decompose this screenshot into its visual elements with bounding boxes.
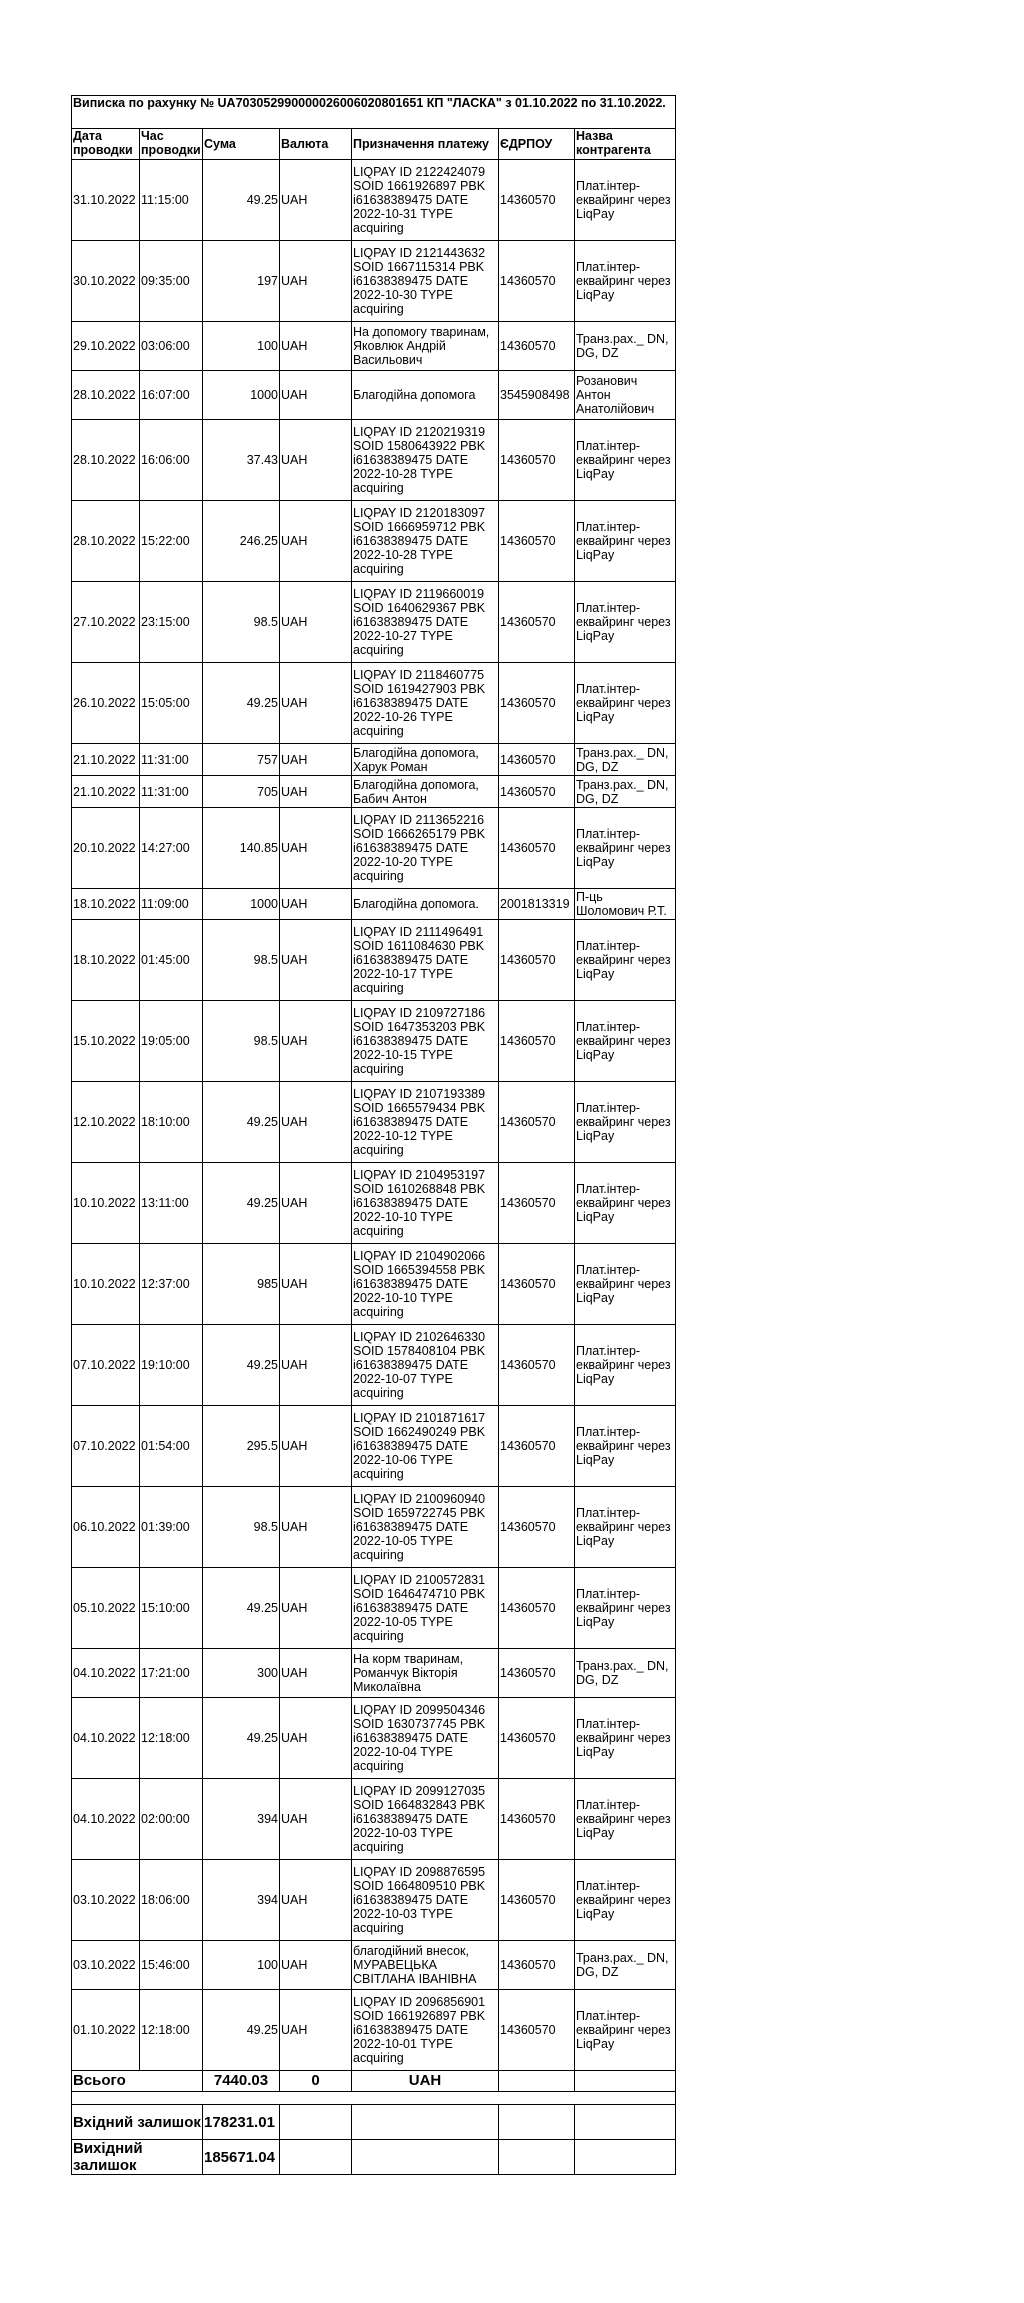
column-header: Сума [203, 129, 280, 160]
table-row [72, 889, 676, 920]
edrpou-cell: 14360570 [499, 160, 575, 241]
edrpou-cell: 2001813319 [499, 889, 575, 920]
time-cell: 12:18:00 [140, 1990, 203, 2071]
counterparty-cell: Транз.рах._ DN, DG, DZ [575, 322, 676, 371]
purpose-cell: LIQPAY ID 2122424079 SOID 1661926897 PBK i61638389475 DATE 2022-10-31 TYPE acquiring [352, 160, 499, 241]
counterparty-cell: Транз.рах._ DN, DG, DZ [575, 1941, 676, 1990]
time-cell: 23:15:00 [140, 582, 203, 663]
date-cell: 04.10.2022 [72, 1698, 140, 1779]
counterparty-cell: Плат.інтер-еквайринг через LiqPay [575, 501, 676, 582]
total-count: 0 [280, 2071, 352, 2092]
time-cell: 01:54:00 [140, 1406, 203, 1487]
amount-cell: 1000 [203, 889, 280, 920]
currency-cell: UAH [280, 1325, 352, 1406]
total-amount: 7440.03 [203, 2071, 280, 2092]
time-cell: 18:06:00 [140, 1860, 203, 1941]
amount-cell: 98.5 [203, 920, 280, 1001]
table-row [72, 1860, 676, 1941]
empty-cell [280, 2105, 352, 2140]
empty-cell [575, 2105, 676, 2140]
closing-balance-label: Вихідний залишок [72, 2140, 203, 2175]
currency-cell: UAH [280, 889, 352, 920]
counterparty-cell: Плат.інтер-еквайринг через LiqPay [575, 1244, 676, 1325]
time-cell: 15:10:00 [140, 1568, 203, 1649]
edrpou-cell: 14360570 [499, 1990, 575, 2071]
time-cell: 02:00:00 [140, 1779, 203, 1860]
counterparty-cell: Плат.інтер-еквайринг через LiqPay [575, 420, 676, 501]
empty-cell [575, 2140, 676, 2175]
table-row [72, 1082, 676, 1163]
date-cell: 30.10.2022 [72, 241, 140, 322]
purpose-cell: благодійний внесок, МУРАВЕЦЬКА СВІТЛАНА ІВАНІВНА [352, 1941, 499, 1990]
edrpou-cell: 14360570 [499, 776, 575, 808]
date-cell: 28.10.2022 [72, 371, 140, 420]
amount-cell: 98.5 [203, 1487, 280, 1568]
amount-cell: 985 [203, 1244, 280, 1325]
edrpou-cell: 14360570 [499, 1568, 575, 1649]
edrpou-cell: 14360570 [499, 322, 575, 371]
currency-cell: UAH [280, 1649, 352, 1698]
amount-cell: 98.5 [203, 1001, 280, 1082]
table-row [72, 1990, 676, 2071]
purpose-cell: Благодійна допомога, Харук Роман [352, 744, 499, 776]
table-row [72, 501, 676, 582]
currency-cell: UAH [280, 1698, 352, 1779]
date-cell: 03.10.2022 [72, 1860, 140, 1941]
date-cell: 28.10.2022 [72, 420, 140, 501]
purpose-cell: LIQPAY ID 2120219319 SOID 1580643922 PBK i61638389475 DATE 2022-10-28 TYPE acquiring [352, 420, 499, 501]
date-cell: 28.10.2022 [72, 501, 140, 582]
amount-cell: 705 [203, 776, 280, 808]
purpose-cell: На допомогу тваринам, Яковлюк Андрій Васильович [352, 322, 499, 371]
amount-cell: 37.43 [203, 420, 280, 501]
counterparty-cell: Плат.інтер-еквайринг через LiqPay [575, 1990, 676, 2071]
currency-cell: UAH [280, 1568, 352, 1649]
purpose-cell: LIQPAY ID 2111496491 SOID 1611084630 PBK i61638389475 DATE 2022-10-17 TYPE acquiring [352, 920, 499, 1001]
table-row [72, 582, 676, 663]
table-row [72, 808, 676, 889]
purpose-cell: LIQPAY ID 2119660019 SOID 1640629367 PBK i61638389475 DATE 2022-10-27 TYPE acquiring [352, 582, 499, 663]
table-row [72, 160, 676, 241]
amount-cell: 197 [203, 241, 280, 322]
edrpou-cell: 14360570 [499, 1001, 575, 1082]
amount-cell: 300 [203, 1649, 280, 1698]
currency-cell: UAH [280, 501, 352, 582]
purpose-cell: Благодійна допомога [352, 371, 499, 420]
statement-title: Виписка по рахунку № UA703052990000026006020801651 КП "ЛАСКА" з 01.10.2022 по 31.10.2022. [72, 96, 676, 129]
counterparty-cell: Плат.інтер-еквайринг через LiqPay [575, 1325, 676, 1406]
time-cell: 16:07:00 [140, 371, 203, 420]
counterparty-cell: Плат.інтер-еквайринг через LiqPay [575, 1082, 676, 1163]
amount-cell: 98.5 [203, 582, 280, 663]
purpose-cell: LIQPAY ID 2102646330 SOID 1578408104 PBK i61638389475 DATE 2022-10-07 TYPE acquiring [352, 1325, 499, 1406]
time-cell: 11:31:00 [140, 776, 203, 808]
column-header: ЄДРПОУ [499, 129, 575, 160]
table-row [72, 1325, 676, 1406]
purpose-cell: LIQPAY ID 2100960940 SOID 1659722745 PBK i61638389475 DATE 2022-10-05 TYPE acquiring [352, 1487, 499, 1568]
time-cell: 15:22:00 [140, 501, 203, 582]
time-cell: 11:31:00 [140, 744, 203, 776]
table-row [72, 371, 676, 420]
amount-cell: 49.25 [203, 1163, 280, 1244]
amount-cell: 49.25 [203, 1698, 280, 1779]
time-cell: 12:37:00 [140, 1244, 203, 1325]
purpose-cell: LIQPAY ID 2107193389 SOID 1665579434 PBK i61638389475 DATE 2022-10-12 TYPE acquiring [352, 1082, 499, 1163]
total-currency: UAH [352, 2071, 499, 2092]
time-cell: 01:39:00 [140, 1487, 203, 1568]
purpose-cell: LIQPAY ID 2113652216 SOID 1666265179 PBK i61638389475 DATE 2022-10-20 TYPE acquiring [352, 808, 499, 889]
time-cell: 15:46:00 [140, 1941, 203, 1990]
purpose-cell: Благодійна допомога. [352, 889, 499, 920]
empty-cell [352, 2140, 499, 2175]
time-cell: 15:05:00 [140, 663, 203, 744]
counterparty-cell: Плат.інтер-еквайринг через LiqPay [575, 663, 676, 744]
amount-cell: 1000 [203, 371, 280, 420]
currency-cell: UAH [280, 1487, 352, 1568]
currency-cell: UAH [280, 1001, 352, 1082]
amount-cell: 100 [203, 322, 280, 371]
total-row [72, 2071, 676, 2092]
currency-cell: UAH [280, 808, 352, 889]
table-row [72, 1487, 676, 1568]
amount-cell: 49.25 [203, 1325, 280, 1406]
purpose-cell: LIQPAY ID 2100572831 SOID 1646474710 PBK i61638389475 DATE 2022-10-05 TYPE acquiring [352, 1568, 499, 1649]
closing-balance-amount: 185671.04 [203, 2140, 280, 2175]
purpose-cell: LIQPAY ID 2098876595 SOID 1664809510 PBK i61638389475 DATE 2022-10-03 TYPE acquiring [352, 1860, 499, 1941]
date-cell: 07.10.2022 [72, 1325, 140, 1406]
table-row [72, 322, 676, 371]
table-row [72, 1941, 676, 1990]
purpose-cell: LIQPAY ID 2099127035 SOID 1664832843 PBK i61638389475 DATE 2022-10-03 TYPE acquiring [352, 1779, 499, 1860]
date-cell: 21.10.2022 [72, 776, 140, 808]
purpose-cell: LIQPAY ID 2104902066 SOID 1665394558 PBK i61638389475 DATE 2022-10-10 TYPE acquiring [352, 1244, 499, 1325]
date-cell: 27.10.2022 [72, 582, 140, 663]
amount-cell: 394 [203, 1860, 280, 1941]
empty-cell [499, 2071, 575, 2092]
counterparty-cell: Плат.інтер-еквайринг через LiqPay [575, 1406, 676, 1487]
edrpou-cell: 14360570 [499, 582, 575, 663]
date-cell: 31.10.2022 [72, 160, 140, 241]
amount-cell: 49.25 [203, 1082, 280, 1163]
purpose-cell: На корм тваринам, Романчук Вікторія Миколаївна [352, 1649, 499, 1698]
edrpou-cell: 14360570 [499, 1779, 575, 1860]
currency-cell: UAH [280, 1860, 352, 1941]
empty-cell [280, 2140, 352, 2175]
time-cell: 11:15:00 [140, 160, 203, 241]
purpose-cell: LIQPAY ID 2118460775 SOID 1619427903 PBK i61638389475 DATE 2022-10-26 TYPE acquiring [352, 663, 499, 744]
table-row [72, 1163, 676, 1244]
column-header: Призначення платежу [352, 129, 499, 160]
counterparty-cell: Плат.інтер-еквайринг через LiqPay [575, 808, 676, 889]
table-row [72, 776, 676, 808]
time-cell: 13:11:00 [140, 1163, 203, 1244]
opening-balance-amount: 178231.01 [203, 2105, 280, 2140]
counterparty-cell: Плат.інтер-еквайринг через LiqPay [575, 160, 676, 241]
table-row [72, 1406, 676, 1487]
total-label: Всього [72, 2071, 203, 2092]
counterparty-cell: Плат.інтер-еквайринг через LiqPay [575, 1860, 676, 1941]
currency-cell: UAH [280, 371, 352, 420]
counterparty-cell: П-ць Шоломович Р.Т. [575, 889, 676, 920]
empty-cell [575, 2071, 676, 2092]
currency-cell: UAH [280, 582, 352, 663]
counterparty-cell: Розанович Антон Анатолійович [575, 371, 676, 420]
table-row [72, 1698, 676, 1779]
time-cell: 16:06:00 [140, 420, 203, 501]
date-cell: 10.10.2022 [72, 1244, 140, 1325]
edrpou-cell: 14360570 [499, 1941, 575, 1990]
purpose-cell: LIQPAY ID 2104953197 SOID 1610268848 PBK i61638389475 DATE 2022-10-10 TYPE acquiring [352, 1163, 499, 1244]
purpose-cell: LIQPAY ID 2101871617 SOID 1662490249 PBK i61638389475 DATE 2022-10-06 TYPE acquiring [352, 1406, 499, 1487]
edrpou-cell: 14360570 [499, 663, 575, 744]
table-row [72, 1649, 676, 1698]
time-cell: 18:10:00 [140, 1082, 203, 1163]
edrpou-cell: 14360570 [499, 1406, 575, 1487]
date-cell: 26.10.2022 [72, 663, 140, 744]
currency-cell: UAH [280, 920, 352, 1001]
date-cell: 10.10.2022 [72, 1163, 140, 1244]
counterparty-cell: Транз.рах._ DN, DG, DZ [575, 744, 676, 776]
time-cell: 19:05:00 [140, 1001, 203, 1082]
amount-cell: 757 [203, 744, 280, 776]
date-cell: 29.10.2022 [72, 322, 140, 371]
currency-cell: UAH [280, 160, 352, 241]
time-cell: 01:45:00 [140, 920, 203, 1001]
edrpou-cell: 14360570 [499, 1163, 575, 1244]
edrpou-cell: 14360570 [499, 1860, 575, 1941]
counterparty-cell: Плат.інтер-еквайринг через LiqPay [575, 1779, 676, 1860]
date-cell: 15.10.2022 [72, 1001, 140, 1082]
time-cell: 11:09:00 [140, 889, 203, 920]
amount-cell: 140.85 [203, 808, 280, 889]
edrpou-cell: 14360570 [499, 1325, 575, 1406]
table-row [72, 663, 676, 744]
amount-cell: 49.25 [203, 663, 280, 744]
counterparty-cell: Плат.інтер-еквайринг через LiqPay [575, 241, 676, 322]
column-header: Час проводки [140, 129, 203, 160]
amount-cell: 49.25 [203, 160, 280, 241]
purpose-cell: LIQPAY ID 2121443632 SOID 1667115314 PBK i61638389475 DATE 2022-10-30 TYPE acquiring [352, 241, 499, 322]
edrpou-cell: 14360570 [499, 501, 575, 582]
counterparty-cell: Плат.інтер-еквайринг через LiqPay [575, 1001, 676, 1082]
currency-cell: UAH [280, 744, 352, 776]
edrpou-cell: 14360570 [499, 1649, 575, 1698]
edrpou-cell: 14360570 [499, 744, 575, 776]
currency-cell: UAH [280, 1990, 352, 2071]
counterparty-cell: Транз.рах._ DN, DG, DZ [575, 1649, 676, 1698]
date-cell: 21.10.2022 [72, 744, 140, 776]
opening-balance-label: Вхідний залишок [72, 2105, 203, 2140]
counterparty-cell: Плат.інтер-еквайринг через LiqPay [575, 920, 676, 1001]
currency-cell: UAH [280, 663, 352, 744]
counterparty-cell: Плат.інтер-еквайринг через LiqPay [575, 1487, 676, 1568]
time-cell: 12:18:00 [140, 1698, 203, 1779]
table-row [72, 1001, 676, 1082]
statement-table [71, 95, 676, 2175]
purpose-cell: LIQPAY ID 2109727186 SOID 1647353203 PBK i61638389475 DATE 2022-10-15 TYPE acquiring [352, 1001, 499, 1082]
currency-cell: UAH [280, 241, 352, 322]
currency-cell: UAH [280, 1082, 352, 1163]
time-cell: 17:21:00 [140, 1649, 203, 1698]
time-cell: 03:06:00 [140, 322, 203, 371]
column-header: Валюта [280, 129, 352, 160]
date-cell: 06.10.2022 [72, 1487, 140, 1568]
date-cell: 07.10.2022 [72, 1406, 140, 1487]
edrpou-cell: 14360570 [499, 920, 575, 1001]
empty-cell [352, 2105, 499, 2140]
table-row [72, 1568, 676, 1649]
date-cell: 12.10.2022 [72, 1082, 140, 1163]
currency-cell: UAH [280, 420, 352, 501]
edrpou-cell: 14360570 [499, 1244, 575, 1325]
table-row [72, 744, 676, 776]
edrpou-cell: 14360570 [499, 808, 575, 889]
opening-balance-row [72, 2105, 676, 2140]
purpose-cell: LIQPAY ID 2099504346 SOID 1630737745 PBK i61638389475 DATE 2022-10-04 TYPE acquiring [352, 1698, 499, 1779]
table-row [72, 420, 676, 501]
date-cell: 04.10.2022 [72, 1649, 140, 1698]
amount-cell: 49.25 [203, 1568, 280, 1649]
currency-cell: UAH [280, 1941, 352, 1990]
amount-cell: 100 [203, 1941, 280, 1990]
date-cell: 20.10.2022 [72, 808, 140, 889]
header-row [72, 129, 676, 160]
spacer-row [72, 2092, 676, 2105]
empty-cell [72, 2092, 676, 2105]
purpose-cell: LIQPAY ID 2120183097 SOID 1666959712 PBK i61638389475 DATE 2022-10-28 TYPE acquiring [352, 501, 499, 582]
column-header: Дата проводки [72, 129, 140, 160]
amount-cell: 49.25 [203, 1990, 280, 2071]
currency-cell: UAH [280, 322, 352, 371]
counterparty-cell: Плат.інтер-еквайринг через LiqPay [575, 582, 676, 663]
counterparty-cell: Плат.інтер-еквайринг через LiqPay [575, 1163, 676, 1244]
closing-balance-row [72, 2140, 676, 2175]
account-statement [71, 95, 675, 2175]
counterparty-cell: Плат.інтер-еквайринг через LiqPay [575, 1568, 676, 1649]
date-cell: 01.10.2022 [72, 1990, 140, 2071]
edrpou-cell: 14360570 [499, 241, 575, 322]
amount-cell: 295.5 [203, 1406, 280, 1487]
amount-cell: 394 [203, 1779, 280, 1860]
table-row [72, 1244, 676, 1325]
date-cell: 05.10.2022 [72, 1568, 140, 1649]
currency-cell: UAH [280, 1163, 352, 1244]
date-cell: 04.10.2022 [72, 1779, 140, 1860]
time-cell: 19:10:00 [140, 1325, 203, 1406]
counterparty-cell: Транз.рах._ DN, DG, DZ [575, 776, 676, 808]
table-row [72, 241, 676, 322]
amount-cell: 246.25 [203, 501, 280, 582]
edrpou-cell: 14360570 [499, 1487, 575, 1568]
edrpou-cell: 3545908498 [499, 371, 575, 420]
counterparty-cell: Плат.інтер-еквайринг через LiqPay [575, 1698, 676, 1779]
edrpou-cell: 14360570 [499, 420, 575, 501]
time-cell: 09:35:00 [140, 241, 203, 322]
empty-cell [499, 2140, 575, 2175]
currency-cell: UAH [280, 1244, 352, 1325]
column-header: Назва контрагента [575, 129, 676, 160]
edrpou-cell: 14360570 [499, 1698, 575, 1779]
purpose-cell: LIQPAY ID 2096856901 SOID 1661926897 PBK i61638389475 DATE 2022-10-01 TYPE acquiring [352, 1990, 499, 2071]
date-cell: 03.10.2022 [72, 1941, 140, 1990]
purpose-cell: Благодійна допомога, Бабич Антон [352, 776, 499, 808]
date-cell: 18.10.2022 [72, 889, 140, 920]
date-cell: 18.10.2022 [72, 920, 140, 1001]
edrpou-cell: 14360570 [499, 1082, 575, 1163]
empty-cell [499, 2105, 575, 2140]
table-row [72, 920, 676, 1001]
currency-cell: UAH [280, 1406, 352, 1487]
time-cell: 14:27:00 [140, 808, 203, 889]
currency-cell: UAH [280, 1779, 352, 1860]
currency-cell: UAH [280, 776, 352, 808]
table-row [72, 1779, 676, 1860]
